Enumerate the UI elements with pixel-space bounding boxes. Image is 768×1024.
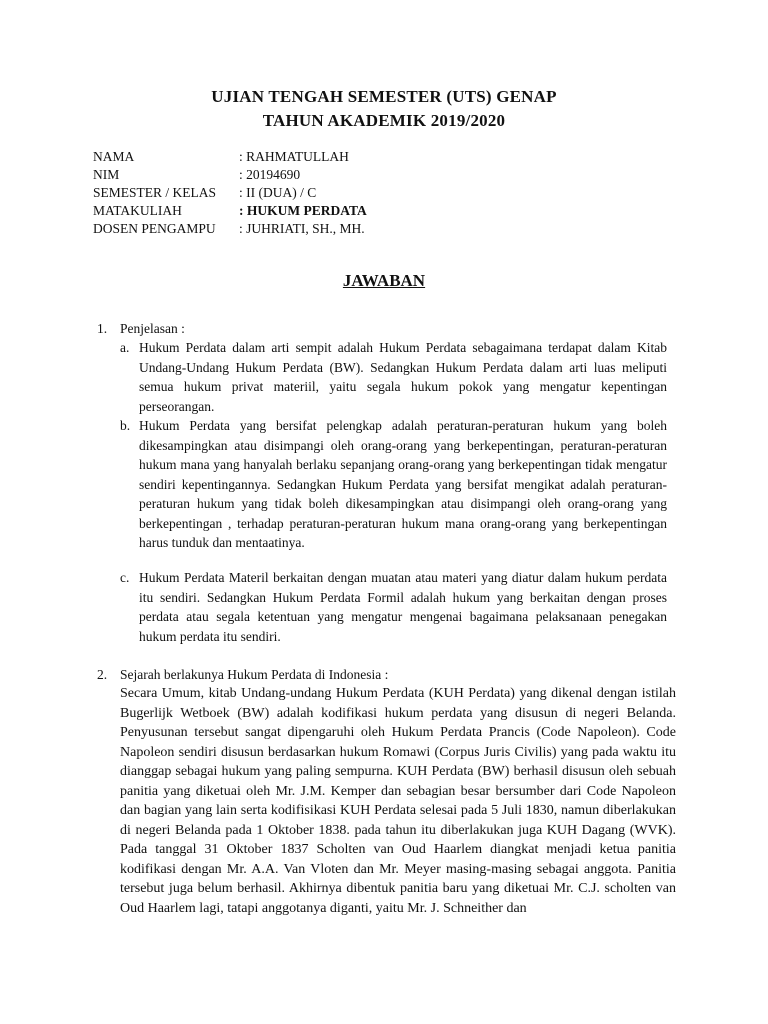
item-text: Hukum Perdata yang bersifat pelengkap adalah peraturan-peraturan hukum yang boleh dikesampingkan atau disimpangi oleh orang-orang yang berkepentingan, peraturan-peraturan hukum mana yang hanyalah berlaku sepanjang orang-orang yang berkepentingan tidak mengatur sendiri kepentingannya. Sedangkan Hukum Perdata yang bersifat mengikat adalah peraturan-peraturan hukum yang tidak boleh dikesampingkan atau disimpangi oleh orang-orang yang berkepentingan , terhadap peraturan-peraturan hukum mana orang-orang yang berkepentingan harus tunduk dan mentaatinya.: [139, 418, 667, 550]
info-value: : II (DUA) / C: [239, 185, 317, 200]
info-label: SEMESTER / KELAS: [93, 185, 217, 200]
info-row-semester: [93, 184, 367, 202]
info-row-nama: [93, 148, 367, 166]
q2-body-text: Secara Umum, kitab Undang-undang Hukum Perdata (KUH Perdata) yang dikenal dengan istilah Bugerlijk Wetboek (BW) adalah kodifikasi hukum perdata yang disusun di negeri Belanda. Penyusunan tersebut sangat dipengaruhi oleh Hukum Perdata Prancis (Code Napoleon). Code Napoleon sendiri disusun berdasarkan hukum Romawi (Corpus Juris Civilis) yang pada waktu itu dianggap sebagai hukum yang paling sempurna. KUH Perdata (BW) berhasil disusun oleh sebuah panitia yang diketuai oleh Mr. J.M. Kemper dan sebagian besar bersumber dari Code Napoleon dan bagian yang lain serta kodifisikasi KUH Perdata selesai pada 5 Juli 1830, namun diberlakukan di negeri Belanda pada 1 Oktober 1838. pada tahun itu diberlakukan juga KUH Dagang (WVK). Pada tanggal 31 Oktober 1837 Scholten van Oud Haarlem diangkat menjadi ketua panitia kodifikasi dengan Mr. A.A. Van Vloten dan Mr. Meyer masing-masing sebagai anggota. Panitia tersebut juga belum berhasil. Akhirnya dibentuk panitia baru yang diketuai Mr. C.J. scholten van Oud Haarlem lagi, tatapi anggotanya diganti, yaitu Mr. J. Schneither dan: [120, 686, 676, 916]
q1-heading: Penjelasan :: [120, 321, 185, 336]
item-letter: b.: [120, 418, 131, 433]
q2-heading: Sejarah berlakunya Hukum Perdata di Indonesia :: [120, 667, 389, 682]
item-letter: c.: [120, 570, 130, 585]
q2-number: 2.: [97, 667, 108, 682]
student-info: [93, 148, 367, 238]
info-value: : JUHRIATI, SH., MH.: [239, 221, 365, 236]
info-label: DOSEN PENGAMPU: [93, 221, 216, 236]
info-value: : 20194690: [239, 167, 301, 182]
q1-number: 1.: [97, 321, 108, 336]
item-text: Hukum Perdata Materil berkaitan dengan muatan atau materi yang diatur dalam hukum perdata itu sendiri. Sedangkan Hukum Perdata Formil adalah hukum yang berkaitan dengan proses perdata atau segala ketentuan yang mengatur mengenai bagaimana pelaksanaan penegakan hukum perdata itu sendiri.: [139, 570, 667, 644]
item-text: Hukum Perdata dalam arti sempit adalah Hukum Perdata sebagaimana terdapat dalam Kitab Undang-Undang Hukum Perdata (BW). Sedangkan Hukum Perdata dalam arti luas meliputi semua hukum privat materiil, yaitu segala hukum pokok yang mengatur kepentingan perseorangan.: [139, 340, 667, 414]
info-label: MATAKULIAH: [93, 203, 182, 218]
answer-heading: JAWABAN: [342, 271, 426, 290]
document-subtitle: TAHUN AKADEMIK 2019/2020: [262, 111, 506, 130]
info-value: : HUKUM PERDATA: [239, 203, 367, 218]
item-letter: a.: [120, 340, 130, 355]
info-row-nim: [93, 166, 367, 184]
info-label: NAMA: [93, 149, 135, 164]
info-label: NIM: [93, 167, 120, 182]
info-value: : RAHMATULLAH: [239, 149, 349, 164]
info-row-dosen: [93, 220, 367, 238]
document-title: UJIAN TENGAH SEMESTER (UTS) GENAP: [211, 87, 557, 106]
info-row-matakuliah: [93, 202, 367, 220]
